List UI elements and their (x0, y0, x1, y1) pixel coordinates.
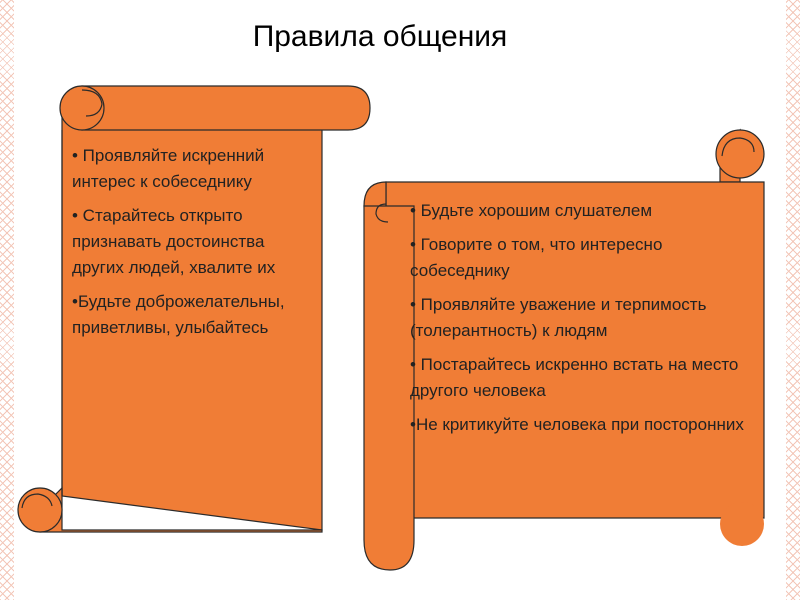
list-item: • Проявляйте искренний интерес к собеседнику (72, 146, 265, 191)
list-item: • Старайтесь открыто признавать достоинства других людей, хвалите их (72, 206, 276, 277)
list-item: • Говорите о том, что интересно собеседнику (410, 235, 663, 280)
slide-title: Правила общения (252, 20, 508, 53)
right-scroll-list (410, 198, 760, 446)
list-item: • Постарайтесь искренно встать на место другого человека (410, 355, 739, 400)
list-item: • Проявляйте уважение и терпимость (толерантность) к людям (410, 295, 707, 340)
list-item: •Не критикуйте человека при посторонних (410, 415, 744, 434)
list-item: • Будьте хорошим слушателем (410, 201, 653, 220)
list-item: •Будьте доброжелательны, приветливы, улыбайтесь (72, 292, 285, 337)
